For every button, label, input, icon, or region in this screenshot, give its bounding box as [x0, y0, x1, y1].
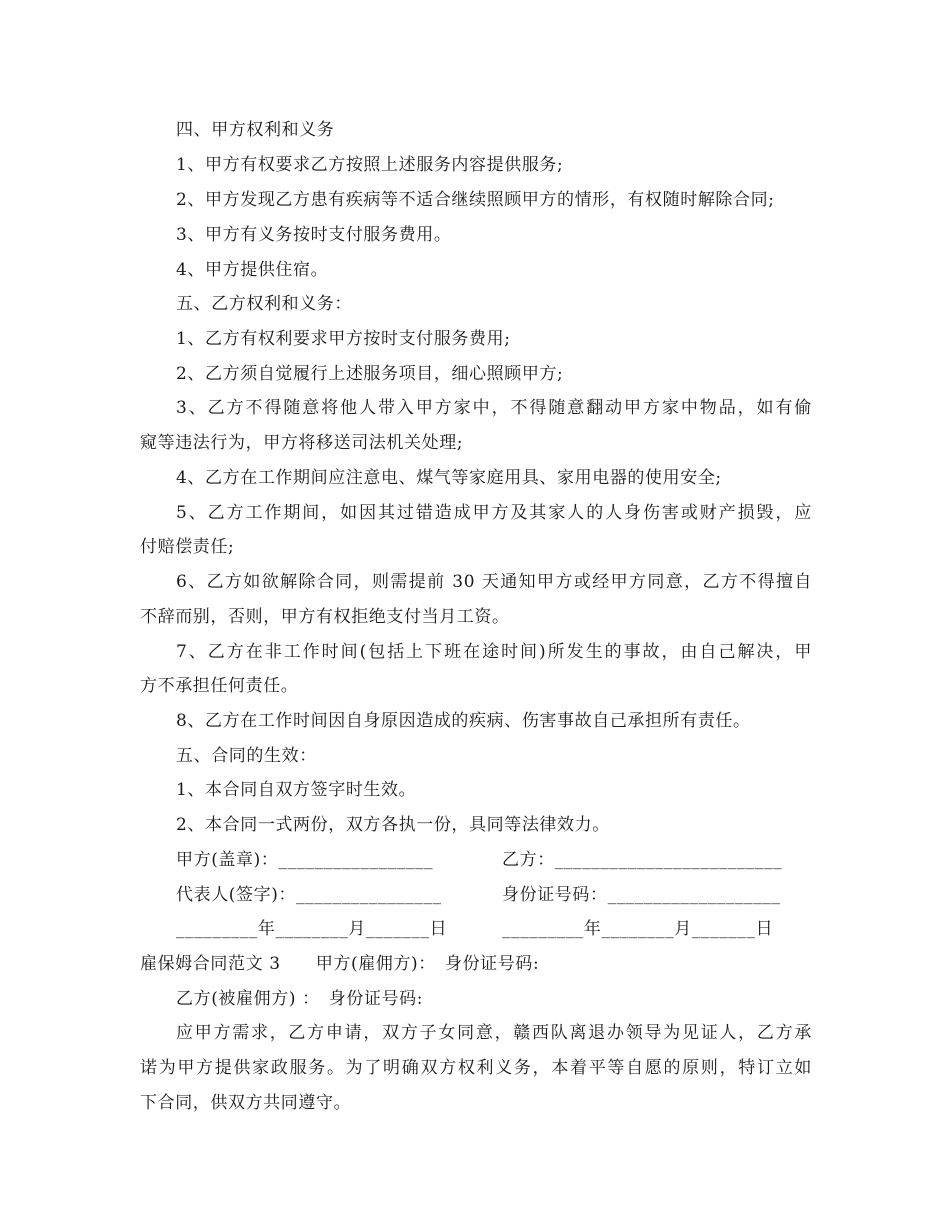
party-b-employee-line: 乙方(被雇佣方) ： 身份证号码: — [176, 989, 424, 1009]
section-5-item-2: 2、乙方须自觉履行上述服务项目，细心照顾甲方; — [176, 364, 564, 384]
intro-paragraph-line-2: 诺为甲方提供家政服务。为了明确双方权利义务，本着平等自愿的原则，特订立如 — [140, 1058, 812, 1078]
effect-section-title: 五、合同的生效： — [176, 746, 317, 766]
section-5-item-6-line-2: 不辞而别，否则，甲方有权拒绝支付当月工资。 — [140, 607, 510, 627]
section-4-item-4: 4、甲方提供住宿。 — [176, 260, 329, 280]
section-5-item-3-line-2: 窥等违法行为，甲方将移送司法机关处理; — [140, 433, 464, 453]
section-5-item-5-line-2: 付赔偿责任; — [140, 537, 235, 557]
section-5-item-1: 1、乙方有权利要求甲方按时支付服务费用; — [176, 329, 511, 349]
party-a-seal-field: 甲方(盖章)：_________________ — [176, 850, 434, 870]
section-4-item-2: 2、甲方发现乙方患有疾病等不适合继续照顾甲方的情形，有权随时解除合同; — [176, 190, 775, 210]
section-5-item-6-line-1: 6、乙方如欲解除合同，则需提前 30 天通知甲方或经甲方同意，乙方不得擅自 — [176, 572, 812, 592]
intro-paragraph-line-3: 下合同，供双方共同遵守。 — [140, 1093, 352, 1113]
party-b-field: 乙方：_________________________ — [502, 850, 783, 870]
section-5-item-5-line-1: 5、乙方工作期间，如因其过错造成甲方及其家人的人身伤害或财产损毁，应 — [176, 503, 812, 523]
representative-signature-field: 代表人(签字)：________________ — [176, 885, 442, 905]
date-field-left: _________年________月_______日 — [176, 919, 448, 939]
sample-3-heading-line: 雇保姆合同范文 3 甲方(雇佣方)： 身份证号码: — [140, 954, 540, 974]
intro-paragraph-line-1: 应甲方需求，乙方申请，双方子女同意，赣西队离退办领导为见证人，乙方承 — [176, 1023, 812, 1043]
section-5-item-4: 4、乙方在工作期间应注意电、煤气等家庭用具、家用电器的使用安全; — [176, 468, 722, 488]
section-5-item-7-line-1: 7、乙方在非工作时间(包括上下班在途时间)所发生的事故，由自己解决，甲 — [176, 642, 812, 662]
section-4-title: 四、甲方权利和义务 — [176, 120, 335, 140]
section-5-title: 五、乙方权利和义务： — [176, 294, 352, 314]
id-number-field: 身份证号码：___________________ — [502, 885, 781, 905]
effect-item-1: 1、本合同自双方签字时生效。 — [176, 780, 417, 800]
section-4-item-1: 1、甲方有权要求乙方按照上述服务内容提供服务; — [176, 155, 564, 175]
section-5-item-8: 8、乙方在工作时间因自身原因造成的疾病、伤害事故自己承担所有责任。 — [176, 711, 751, 731]
section-5-item-7-line-2: 方不承担任何责任。 — [140, 676, 299, 696]
section-4-item-3: 3、甲方有义务按时支付服务费用。 — [176, 225, 452, 245]
section-5-item-3-line-1: 3、乙方不得随意将他人带入甲方家中，不得随意翻动甲方家中物品，如有偷 — [176, 398, 812, 418]
date-field-right: _________年________月_______日 — [502, 919, 774, 939]
effect-item-2: 2、本合同一式两份，双方各执一份，具同等法律效力。 — [176, 815, 610, 835]
